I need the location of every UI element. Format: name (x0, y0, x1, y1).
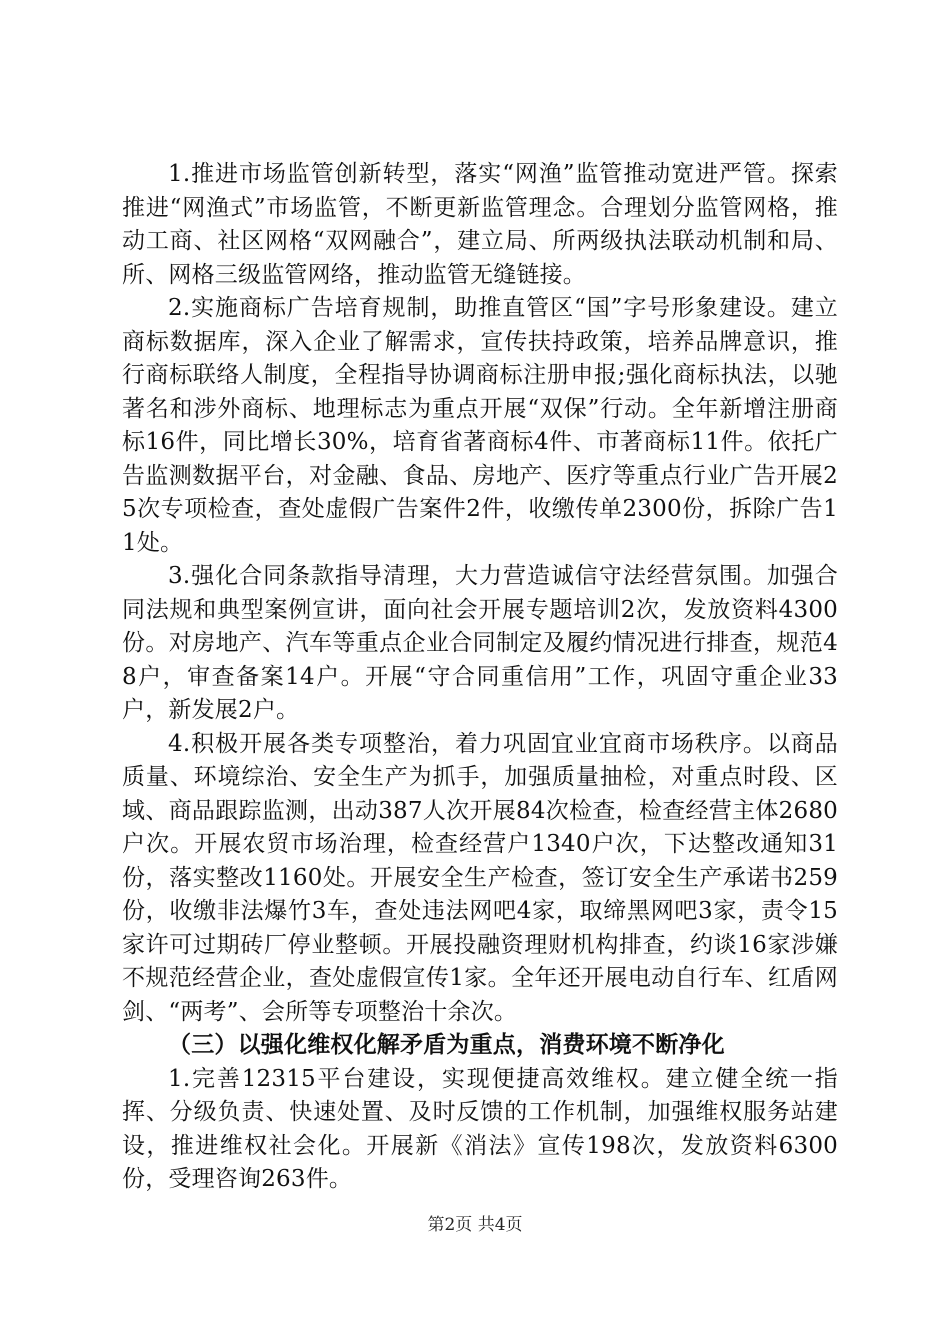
page-footer: 第2页 共4页 (427, 1215, 523, 1235)
paragraph-12315-platform: 1.完善12315平台建设，实现便捷高效维权。建立健全统一指挥、分级负责、快速处置、及时反馈的工作机制，加强维权服务站建设，推进维权社会化。开展新《消法》宣传198次，发放资料6300份，受理咨询263件。 (122, 1065, 838, 1192)
paragraph-contract-guidance: 3.强化合同条款指导清理，大力营造诚信守法经营氛围。加强合同法规和典型案例宣讲，面向社会开展专题培训2次，发放资料4300份。对房地产、汽车等重点企业合同制定及履约情况进行排查，规范48户，审查备案14户。开展“守合同重信用”工作，巩固守重企业33户，新发展2户。 (122, 563, 838, 723)
document-body (122, 158, 838, 1197)
paragraph-special-rectification: 4.积极开展各类专项整治，着力巩固宜业宜商市场秩序。以商品质量、环境综治、安全生产为抓手，加强质量抽检，对重点时段、区域、商品跟踪监测，出动387人次开展84次检查，检查经营主体2680户次。开展农贸市场治理，检查经营户1340户次，下达整改通知31份，落实整改1160处。开展安全生产检查，签订安全生产承诺书259份，收缴非法爆竹3车，查处违法网吧4家，取缔黑网吧3家，责令15家许可过期砖厂停业整顿。开展投融资理财机构排查，约谈16家涉嫌不规范经营企业，查处虚假宣传1家。全年还开展电动自行车、红盾网剑、“两考”、会所等专项整治十余次。 (122, 730, 838, 1025)
section-heading: （三）以强化维权化解矛盾为重点，消费环境不断净化 (168, 1032, 725, 1058)
paragraph-trademark-advertising: 2.实施商标广告培育规制，助推直管区“国”字号形象建设。建立商标数据库，深入企业了解需求，宣传扶持政策，培养品牌意识，推行商标联络人制度，全程指导协调商标注册申报;强化商标执法，以驰著名和涉外商标、地理标志为重点开展“双保”行动。全年新增注册商标16件，同比增长30%，培育省著商标4件、市著商标11件。依托广告监测数据平台，对金融、食品、房地产、医疗等重点行业广告开展25次专项检查，查处虚假广告案件2件，收缴传单2300份，拆除广告11处。 (122, 295, 838, 556)
paragraph-market-supervision: 1.推进市场监管创新转型，落实“网渔”监管推动宽进严管。探索推进“网渔式”市场监管，不断更新监管理念。合理划分监管网格，推动工商、社区网格“双网融合”，建立局、所两级执法联动机制和局、所、网格三级监管网络，推动监管无缝链接。 (122, 161, 838, 288)
